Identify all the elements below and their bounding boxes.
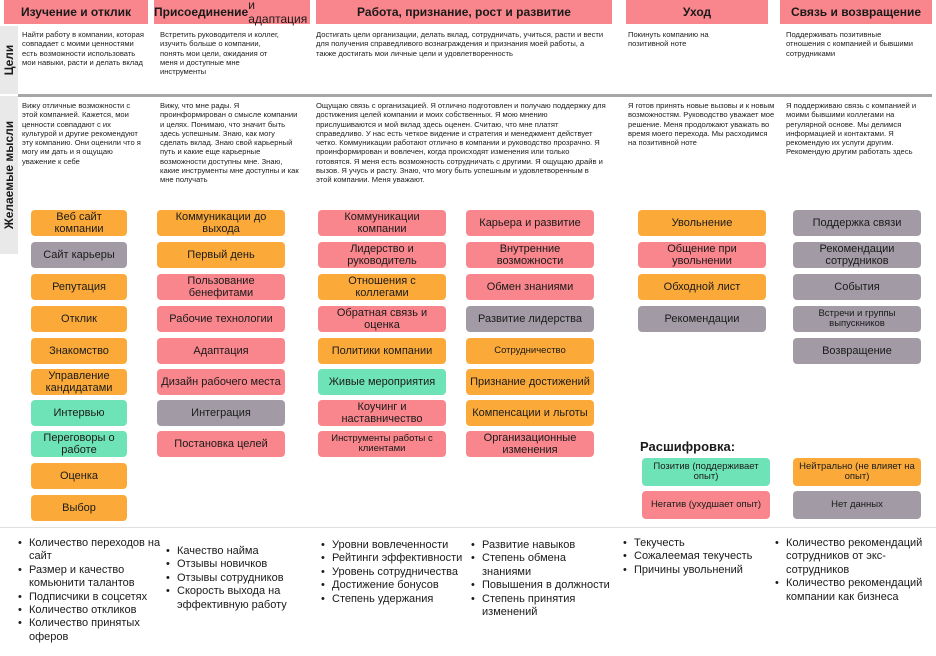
metric-item: • Количество переходов на сайт <box>17 537 165 564</box>
metric-item: • Количество рекомендаций сотрудников от экс-сотрудников <box>774 537 924 577</box>
metric-item: • Степень удержания <box>320 593 468 606</box>
metric-item: • Степень обмена знаниями <box>470 552 610 579</box>
stage-header-return <box>780 0 932 24</box>
touchpoint-card[interactable]: Обратная связь и оценка <box>318 306 446 332</box>
touchpoint-card[interactable]: Оценка <box>31 463 127 489</box>
touchpoint-card[interactable]: Сайт карьеры <box>31 242 127 268</box>
touchpoint-card[interactable]: Признание достижений <box>466 369 594 395</box>
metric-item: • Отзывы новичков <box>165 558 303 571</box>
stage-title: Работа, признание, рост и развитие <box>357 5 571 19</box>
touchpoint-card[interactable]: Инструменты работы с клиентами <box>318 431 446 457</box>
touchpoint-card[interactable]: Обмен знаниями <box>466 274 594 300</box>
stage-header-join <box>154 0 310 24</box>
touchpoint-card[interactable]: Отклик <box>31 306 127 332</box>
metric-item: • Достижение бонусов <box>320 579 468 592</box>
touchpoint-card[interactable]: Обходной лист <box>638 274 766 300</box>
thought-work: Ощущаю связь с организацией. Я отлично подготовлен и получаю поддержку для достижения целей компании и моих собственных. Я мою мнению прислушиваются и мой вклад здесь оценен. Считаю, что мне платят справедливо. У нас есть четкое видение и стратегия и менеджмент действует четко. Коммуникации работают отлично в компании и руководство прозрачно. Я проинформирован и вовлечен, когда происходят изменения или только готовятся. Я меня есть возможность сотрудничать с другими. Я ощущаю драйв и вызов. Я учусь и расту. Знаю, что могу быть успешным и удовлетворенным в этой компании. Меня уважают. <box>316 101 606 185</box>
thought-leave: Я готов принять новые вызовы и к новым возможностям. Руководство уважает мое решение. Меня продолжают уважать во время моего перехода. Мы расходимся на позитивной ноте <box>628 101 775 148</box>
touchpoint-card[interactable]: События <box>793 274 921 300</box>
touchpoint-card[interactable]: Сотрудничество <box>466 338 594 364</box>
metric-item: • Количество рекомендаций компании как бизнеса <box>774 577 924 604</box>
legend-negative: Негатив (ухудшает опыт) <box>642 491 770 519</box>
metric-item: • Скорость выхода на эффективную работу <box>165 585 303 612</box>
touchpoint-card[interactable]: Общение при увольнении <box>638 242 766 268</box>
metric-item: • Количество принятых оферов <box>17 617 165 644</box>
stage-header-work <box>316 0 612 24</box>
touchpoint-card[interactable]: Отношения с коллегами <box>318 274 446 300</box>
metric-item: • Отзывы сотрудников <box>165 572 303 585</box>
metric-item: • Сожалеемая текучесть <box>622 550 770 563</box>
metric-item: • Повышения в должности <box>470 579 610 592</box>
row-divider <box>18 94 932 97</box>
touchpoint-card[interactable]: Управление кандидатами <box>31 369 127 395</box>
goal-join: Встретить руководителя и коллег, изучить больше о компании, понять мои цели, ожидания от меня и доступные мне инструменты <box>160 30 279 77</box>
metrics-list-join <box>165 545 303 612</box>
stage-title: Связь и возвращение <box>790 5 922 19</box>
touchpoint-card[interactable]: Лидерство и руководитель <box>318 242 446 268</box>
stage-title-suffix: и адаптация <box>248 0 308 26</box>
touchpoint-card[interactable]: Дизайн рабочего места <box>157 369 285 395</box>
stage-title: Изучение и отклик <box>20 5 131 19</box>
thought-return: Я поддерживаю связь с компанией и моими бывшими коллегами на регулярной основе. Мы делимся информацией и контактами. Я рекомендую их услуги другим. Рекомендую другим работать здесь <box>786 101 917 157</box>
touchpoint-card[interactable]: Интеграция <box>157 400 285 426</box>
stage-header-leave <box>626 0 768 24</box>
legend-neutral: Нейтрально (не влияет на опыт) <box>793 458 921 486</box>
touchpoint-card[interactable]: Возвращение <box>793 338 921 364</box>
touchpoint-card[interactable]: Выбор <box>31 495 127 521</box>
thought-join: Вижу, что мне рады. Я проинформирован о смысле компании и целях. Понимаю, что значит быть здесь успешным. Знаю, как могу сделать вклад. Знаю свой карьерный путь и какие еще карьерные возможности доступны мне. Знаю, какие инструменты мне доступны и как мне получать <box>160 101 299 185</box>
touchpoint-card[interactable]: Рекомендации <box>638 306 766 332</box>
touchpoint-card[interactable]: Увольнение <box>638 210 766 236</box>
touchpoint-card[interactable]: Внутренние возможности <box>466 242 594 268</box>
row-label-goals: Цели <box>0 26 18 94</box>
metric-item: • Степень принятия изменений <box>470 593 610 620</box>
metrics-list-return <box>774 537 924 604</box>
touchpoint-card[interactable]: Встречи и группы выпускников <box>793 306 921 332</box>
touchpoint-card[interactable]: Постановка целей <box>157 431 285 457</box>
stage-title: Уход <box>682 5 712 19</box>
metric-item: • Текучесть <box>622 537 770 550</box>
touchpoint-card[interactable]: Поддержка связи <box>793 210 921 236</box>
touchpoint-card[interactable]: Рабочие технологии <box>157 306 285 332</box>
legend-nodata: Нет данных <box>793 491 921 519</box>
touchpoint-card[interactable]: Организационные изменения <box>466 431 594 457</box>
metric-item: • Количество откликов <box>17 604 165 617</box>
metrics-list-learn <box>17 537 165 644</box>
touchpoint-card[interactable]: Пользование бенефитами <box>157 274 285 300</box>
touchpoint-card[interactable]: Репутация <box>31 274 127 300</box>
touchpoint-card[interactable]: Интервью <box>31 400 127 426</box>
goal-work: Достигать цели организации, делать вклад, сотрудничать, учиться, расти и вести для получения справедливого вознаграждения и признания моей работы, а также достигать мои личные цели и удовлетворенность <box>316 30 604 58</box>
touchpoint-card[interactable]: Коучинг и наставничество <box>318 400 446 426</box>
metric-item: • Размер и качество комьюнити талантов <box>17 564 165 591</box>
metric-item: • Подписчики в соцсетях <box>17 591 165 604</box>
touchpoint-card[interactable]: Переговоры о работе <box>31 431 127 457</box>
goal-learn: Найти работу в компании, которая совпадает с моими ценностями есть возможности использовать мои навыки, расти и делать вклад <box>22 30 144 67</box>
metric-item: • Причины увольнений <box>622 564 770 577</box>
row-label-thoughts: Желаемые мысли <box>0 96 18 254</box>
metric-item: • Уровень сотрудничества <box>320 566 468 579</box>
metrics-list-work2 <box>470 539 610 619</box>
goal-leave: Покинуть компанию на позитивной ноте <box>628 30 709 49</box>
touchpoint-card[interactable]: Карьера и развитие <box>466 210 594 236</box>
metric-item: • Развитие навыков <box>470 539 610 552</box>
touchpoint-card[interactable]: Адаптация <box>157 338 285 364</box>
stage-header-learn <box>4 0 148 24</box>
touchpoint-card[interactable]: Живые мероприятия <box>318 369 446 395</box>
touchpoint-card[interactable]: Знакомство <box>31 338 127 364</box>
legend-title: Расшифровка: <box>640 439 736 454</box>
thought-learn: Вижу отличные возможности с этой компанией. Кажется, мои ценности совпадают с их культурой и другие рекомендуют эту компанию. Они оценили что я могу им дать и я ощущаю уважение к себе <box>22 101 141 166</box>
metric-item: • Рейтинги эффективности <box>320 552 468 565</box>
metrics-list-work1 <box>320 539 468 606</box>
touchpoint-card[interactable]: Коммуникации компании <box>318 210 446 236</box>
touchpoint-card[interactable]: Развитие лидерства <box>466 306 594 332</box>
metric-item: • Уровни вовлеченности <box>320 539 468 552</box>
stage-title: Присоединение <box>154 5 249 19</box>
touchpoint-card[interactable]: Коммуникации до выхода <box>157 210 285 236</box>
touchpoint-card[interactable]: Политики компании <box>318 338 446 364</box>
touchpoint-card[interactable]: Компенсации и льготы <box>466 400 594 426</box>
touchpoint-card[interactable]: Первый день <box>157 242 285 268</box>
metric-item: • Качество найма <box>165 545 303 558</box>
touchpoint-card[interactable]: Рекомендации сотрудников <box>793 242 921 268</box>
metrics-list-leave <box>622 537 770 577</box>
legend-positive: Позитив (поддерживает опыт) <box>642 458 770 486</box>
touchpoint-card[interactable]: Веб сайт компании <box>31 210 127 236</box>
goal-return: Поддерживать позитивные отношения с компанией и бывшими сотрудниками <box>786 30 914 58</box>
